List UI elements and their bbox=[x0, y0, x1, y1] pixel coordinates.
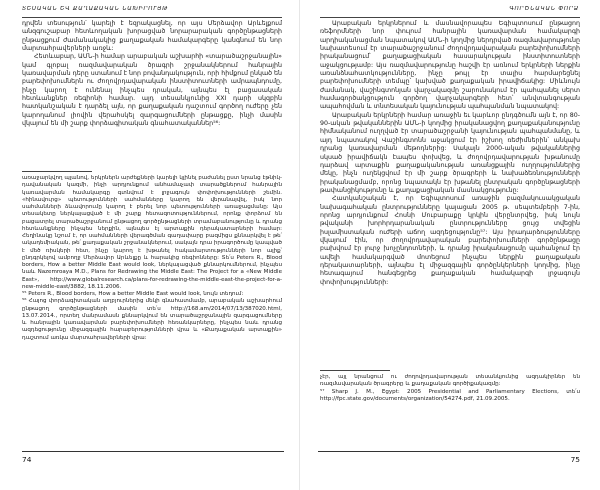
footnotes bbox=[320, 374, 580, 418]
paragraph: Հատկանշական է, որ Եգիպտոսում առաջին բազմակուսակցական նախագահական ընտրությունները կայացան 2005 թ. սեպտեմբերի 7-ին, որոնց արդյունքում Հոսնի Մուբարաքը կրկին վերընտրվեց, իսկ նույն թվականի խորհրդարանական ընտրությունները ցույց տվեցին իսլամիստական ուժերի աճող ազդեցությունը⁵⁷: Այս իրադարձությունները վկայում էին, որ ժողովրդավարական բարեփոխումների գործընթացը բախվում էր լուրջ խոչընդոտների, և դրանց իրականացումը պահանջում էր ավելի համակարգված մոտեցում ինչպես ներքին քաղաքական դերակատարների, այնպես էլ միջազգային գործընկերների կողմից, ինչը հետագայում հանգեցրեց քաղաքական համակարգի լրջագույն փոփոխությունների: bbox=[320, 195, 580, 286]
footnote: առաջարկվող պլանով, երկրներն արժեքների կարելի կլինել բաժանել ըստ նրանց էթնիկ-դավանական կազմի, ինչի արդյունքում անհամաչափ տարածքներում հանրային կառավարման համակարգը գտնվում է լրջագույն փոփոխությունների շեմին. «հինավուրց» պետությունների սահմանները կարող են վերանայվել, իսկ նոր սահմանների ձևավորումը կարող է բերել նոր պետությունների առաջացմանը: Այս տեսակետը ներկայացված է մի շարք հետազոտություններում, որոնք փորձում են բացատրել տարածաշրջանում ընթացող գործընթացների տրամաբանությունը և դրանց հետևանքները ինչպես ներքին, այնպես էլ արտաքին դերակատարների համար: Հեղինակը նշում է, որ սահմանների վերագծման գաղափարը բազմիցս քննարկվել է թե՛ ակադեմիական, թե՛ քաղաքական շրջանակներում, սակայն դրա իրագործումը կապված է մեծ ռիսկերի հետ, ինչը կարող է խթանել հակամարտությունների նոր ալիք՝ ընդգրկելով ամբողջ Մերձավոր Արևելքը և հարակից ռեգիոնները: Տե՛ս Peters R., Blood borders, How a better Middle East would look, ներկայացված քննարկումներում, ինչպես նաև Nazemroaya M.D., Plans for Redrawing the Middle East: The Project for a «New Middle East», http://www.globalresearch.ca/plans-for-redrawing-the-middle-east-the-project-for-a-new-middle-east/3882, 18.11.2006. bbox=[22, 175, 282, 290]
paragraph: Հետևաբար, ԱՄՆ-ի համար արաբական աշխարհի «տարածաշրջանային» կամ գլոբալ ռազմավարական ծրագրի շրջանակներում հանրային կառավարման դերը ստանում է նոր բովանդակություն, որի հիմքում ընկած են բարեփոխումներն ու ժողովրդավարական ինստիտուտների ամրապնդումը, ինչը կարող է ունենալ ինչպես դրական, այնպես էլ բացասական հետևանքներ ռեգիոնի համար. այդ տեսանկյունից XXI դարի սկզբին հատկանշական է դարձել այն, որ քաղաքական դաշտում գործող ուժերը չեն կարողանում լիովին վերահսկել զարգացումների ընթացքը, ինչի մասին վկայում են մի շարք փորձագիտական գնահատականներ⁵⁶: bbox=[22, 53, 282, 128]
footnotes bbox=[22, 175, 282, 443]
footnote-separator bbox=[22, 171, 92, 172]
footnote: ⁵⁷ Sharp J. M., Egypt: 2005 Presidential and Parliamentary Elections, տե՛ս http://fpc.state.gov/documents/organization/54274.pdf, 21.09.2005. bbox=[320, 388, 580, 402]
running-header: ՏԵՍԱԿԱՆ ԵՎ ՔԱՂԱՔԱԿԱՆ ՆԱԽԻՐՈՒՅԹ bbox=[22, 6, 169, 12]
right-page bbox=[300, 0, 600, 490]
body-text bbox=[320, 20, 580, 366]
footer-rule bbox=[318, 451, 580, 452]
page-number: 74 bbox=[22, 455, 32, 464]
footnote: ⁵⁵ Peters R., Blood borders, How a better Middle East would look, նույն տեղում: bbox=[22, 291, 244, 297]
page-number: 75 bbox=[570, 455, 580, 464]
header-rule bbox=[22, 17, 282, 18]
header-rule bbox=[320, 17, 580, 18]
paragraph: դրվեն տեսություն՝ կարելի է եզրակացնել, որ այս Մերձավոր Արևելքում անզգուշաբար հետևողական խորացված նորարարական գործընթացների ընթացքում ժամանակակից քաղաքական համակարգերը կանգնում են նոր մարտահրավերների առջև: bbox=[22, 20, 282, 53]
paragraph: Արաբական երկրների համար առաջին եւ կարևոր ընդգծումն այն է, որ 80-90-ական թվականներին ԱՄՆ-ի կողմից իրականացվող քաղաքականությունը հիմնականում ուղղված էր տարածաշրջանի կայունության պահպանմանը, և այդ նպատակով Վաշինգտոնն աջակցում էր իշխող ռեժիմներին՝ անկախ դրանց կառավարման մեթոդներից: Սակայն 2000-ական թվականներից սկսած իրավիճակն էապես փոխվեց, և ժողովրդավարության խթանումը դարձավ արտաքին քաղաքականության առանցքային ուղղություններից մեկը, ինչն ուղեկցվում էր մի շարք ծրագրերի և նախաձեռնությունների իրականացմամբ, որոնց նպատակն էր խթանել ընտրական գործընթացների թափանցիկությունը և քաղաքացիական մասնակցությունը: bbox=[320, 111, 580, 194]
body-text bbox=[22, 20, 282, 168]
footer-rule bbox=[22, 451, 284, 452]
paragraph: Արաբական երկրներում և մասնավորապես Եգիպտոսում ընթացող ռեֆորմների նոր փուլում հանրային կառավարման համակարգի արդիականացման նպատակով ԱՄՆ-ի կողմից ներդրված ռազմավարությունը նախատեսում էր տարածաշրջանում ժողովրդավարական բարեփոխումների իրականացում՝ քաղաքացիական հասարակության ինստիտուտների աջակցությամբ: Այս ռազմավարությունը հաշվի էր առնում երկրների ներքին առանձնահատկությունները, ինչը թույլ էր տալիս հարմարեցնել բարեփոխումների տեմպը՝ կախված քաղաքական իրավիճակից: Միևնույն ժամանակ, վաշինգտոնյան վարչակազմը շարունակում էր պահպանել սերտ համագործակցություն գործող վարչակարգերի հետ՝ անվտանգության ապահովման և տնտեսական կայունության պահպանման նպատակով: bbox=[320, 20, 580, 111]
footnote: չէր, այլ նրանցում ու ժողովրդավարության տեսանկյունից ազդակիրներ են ռազմավարական ծրագրերը և քաղաքական գործիքակազմը: bbox=[320, 374, 580, 388]
footnote: ⁵⁶ Հայոց փորձագիտական աղբյուրներից մեկի գնահատմամբ, արաբական աշխարհում ընթացող գործընթացների մասին տե՛ս http://168.am/2014/07/13/387020.html, 13.07.2014., որտեղ մանրամասն քննարկվում են տարածաշրջանային զարգացումները և հանրային կառավարման բարեփոխումների հեռանկարները, ինչպես նաև դրանց ազդեցությունը միջազգային հարաբերությունների վրա և «Քաղաքական արտաքին» դաշտում առկա մարտահրավերների վրա: bbox=[22, 298, 282, 341]
running-header: ԳՈՐԾՆԱԿԱՆ ՓՈՐՁ bbox=[509, 6, 579, 12]
footnote-separator bbox=[320, 370, 390, 371]
